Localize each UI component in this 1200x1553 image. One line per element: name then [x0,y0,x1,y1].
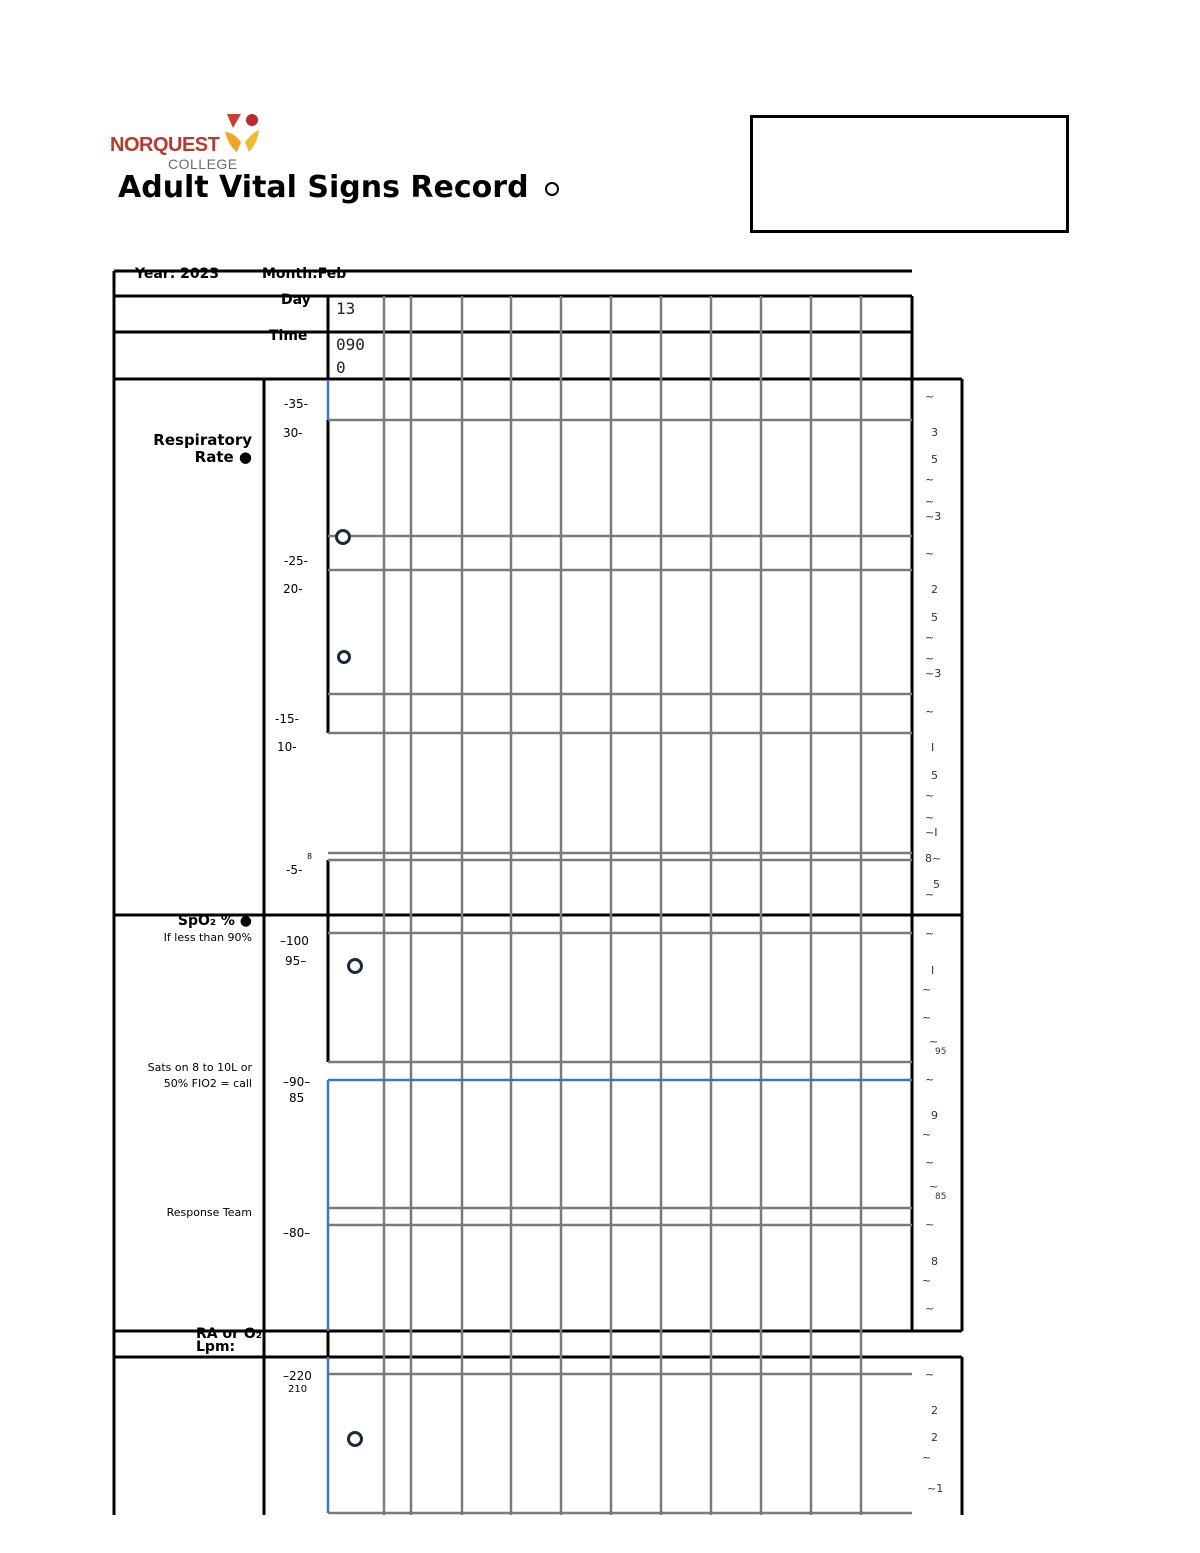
year-label: Year: 2023 [135,266,220,282]
o2-label-line2: Lpm: [196,1339,236,1355]
spo2-right-mark: ~ [922,983,932,996]
rr-right-mark: ~ [925,473,935,486]
spo2-tick: 85 [289,1091,305,1105]
spo2-right-mark: ~ [922,1011,932,1024]
spo2-sublabel: If less than 90% [163,931,252,944]
spo2-tick: 95– [285,954,307,968]
rr-right-mark: ~3 [925,510,942,523]
spo2-right-mark: ~ [925,1156,935,1169]
rr-data-point[interactable] [337,650,351,664]
o2-label-line1: RA or O₂ [196,1326,262,1342]
rr-right-mark: ~ [925,631,935,644]
rr-right-mark: I [931,741,935,754]
spo2-note-line1: Sats on 8 to 10L or [147,1061,252,1074]
rr-tick: -15- [275,712,299,726]
rr-right-mark: 5 [931,453,938,466]
bp-tick: 210 [288,1384,308,1395]
rr-right-mark: 8~ [925,852,942,865]
bp-data-point[interactable] [347,1431,363,1447]
rr-tick: -35- [284,397,308,411]
spo2-right-mark: ~ [925,1302,935,1315]
spo2-right-mark: ~ [929,1035,939,1048]
spo2-right-mark: ~ [922,1128,932,1141]
rr-right-mark: ~ [925,888,935,901]
bp-right-mark: ~ [922,1451,932,1464]
rr-right-mark: 3 [931,426,938,439]
rr-right-mark: ~ [925,652,935,665]
o2-label [196,1328,262,1354]
logo-wordmark: NORQUEST [110,134,220,156]
spo2-tick: –100 [280,934,309,948]
spo2-right-mark: 8 [931,1255,938,1268]
spo2-tick: –90– [283,1075,311,1089]
bp-right-mark: ~1 [927,1482,944,1495]
rr-right-mark: ~ [925,789,935,802]
spo2-label: SpO₂ % ● [177,913,252,929]
rr-right-mark: ~ [925,705,935,718]
bp-right-mark: 2 [931,1404,938,1417]
spo2-right-mark: ~ [922,1274,932,1287]
rr-right-mark: ~ [925,495,935,508]
day-value[interactable]: 13 [336,299,356,318]
rr-right-mark: ~I [925,826,938,839]
rr-right-mark: 2 [931,583,938,596]
spo2-right-mark: 85 [935,1192,947,1202]
respiratory-label-line2: Rate ● [194,448,252,466]
spo2-note-line2: 50% FIO2 = call [163,1077,252,1090]
bp-tick: –220 [283,1369,312,1383]
spo2-data-point[interactable] [347,958,363,974]
logo-subtitle: COLLEGE [168,156,238,172]
spo2-right-mark: 9 [931,1109,938,1122]
respiratory-rate-label [120,432,252,466]
rr-small-mark: 8 [307,852,313,861]
rr-right-mark: 5 [931,611,938,624]
rr-right-mark: ~ [925,811,935,824]
rr-right-mark: ~ [925,390,935,403]
page-title-text: Adult Vital Signs Record [118,170,529,205]
spo2-right-mark: ~ [925,927,935,940]
rr-right-mark: ~3 [925,667,942,680]
rr-right-mark: 5 [933,878,940,891]
bp-right-mark: ~ [925,1368,935,1381]
time-value-line1[interactable]: 090 [336,335,365,354]
rr-data-point[interactable] [335,529,351,545]
rr-tick: 30- [283,426,303,440]
spo2-right-mark: 95 [935,1047,947,1057]
spo2-note-line3: Response Team [166,1206,252,1219]
rr-tick: -5- [286,863,303,877]
spo2-tick: –80– [283,1226,311,1240]
spo2-right-mark: I [931,964,935,977]
time-label: Time [269,328,308,344]
rr-right-mark: 5 [931,769,938,782]
spo2-right-mark: ~ [925,1073,935,1086]
month-label: Month:Feb [262,266,347,282]
time-value-line2[interactable]: 0 [336,358,346,377]
rr-tick: 20- [283,582,303,596]
respiratory-label-line1: Respiratory [153,431,252,449]
rr-tick: -25- [284,554,308,568]
day-label: Day [281,292,311,308]
bp-right-mark: 2 [931,1431,938,1444]
rr-tick: 10- [277,740,297,754]
spo2-right-mark: ~ [925,1218,935,1231]
spo2-right-mark: ~ [929,1180,939,1193]
rr-right-mark: ~ [925,547,935,560]
